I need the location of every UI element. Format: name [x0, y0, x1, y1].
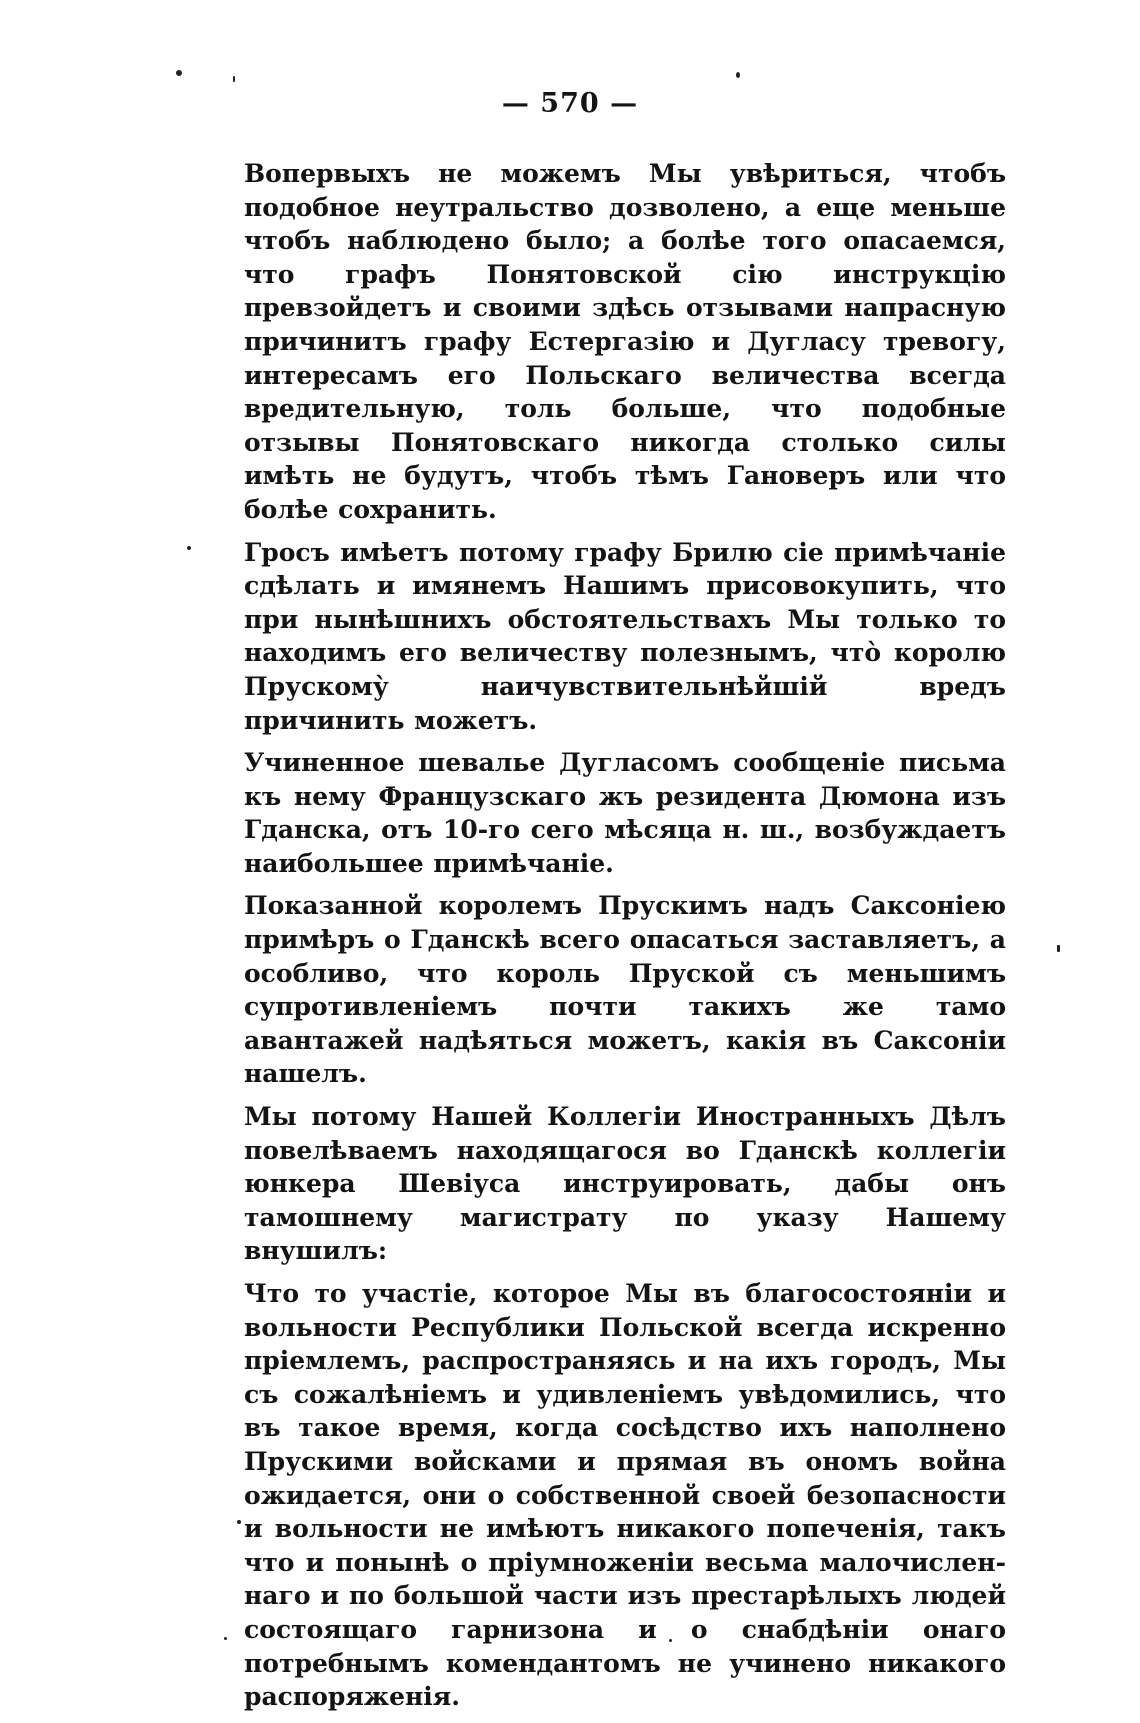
- scan-speck: [736, 72, 740, 78]
- page-number: — 570 —: [501, 88, 639, 119]
- scan-speck: [237, 1520, 241, 1524]
- body-text: [244, 157, 1006, 1723]
- paragraph-3: Учиненное шевалье Дугласомъ сообщеніе письма къ нему Французскаго жъ резидента Дюмона изъ Гданска, отъ 10-го сего мѣсяца н. ш., возбуждаетъ наибольшее примѣчаніе.: [244, 748, 1006, 878]
- paragraph-6: Что то участіе, которое Мы въ благосостояніи и вольности Республики Польской всегда искренно пріемлемъ, распространяясь и на ихъ городъ, Мы съ сожалѣніемъ и удивленіемъ увѣдомились, что въ такое время, когда сосѣдство ихъ наполнено Прускими войсками и прямая въ ономъ война ожидается, они о собственной своей безопасности и вольности не имѣютъ никакого попеченія, такъ что и понынѣ о пріумноженіи весьма малочисленнаго и по большой части изъ престарѣлыхъ людей состоящаго гарнизона и о снабдѣніи онаго потребнымъ комендантомъ не учинено никакого распоряженія.: [244, 1279, 1006, 1712]
- paragraph-2: Гросъ имѣетъ потому графу Брилю сіе примѣчаніе сдѣлать и имянемъ Нашимъ присовокупить, что при нынѣшнихъ обстоятельствахъ Мы только то находимъ его величеству полезнымъ, что̀ королю Прускому̀ наичувствительнѣйшій вредъ причинить можетъ.: [244, 537, 1006, 735]
- scan-speck: [233, 76, 235, 82]
- scan-speck: [1057, 945, 1060, 952]
- scan-speck: [187, 546, 191, 550]
- paragraph-1: Вопервыхъ не можемъ Мы увѣриться, чтобъ подобное неутральство дозволено, а еще меньше чтобъ наблюдено было; а болѣе того опасаемся, что графъ Понятовской сію инструкцію превзойдетъ и своими здѣсь отзывами напрасную причинитъ графу Естергазію и Дугласу тревогу, интересамъ его Польскаго величества всегда вредительную, толь больше, что подобные отзывы Понятовскаго никогда столько силы имѣть не будутъ, чтобъ тѣмъ Гановеръ или что болѣе сохранить.: [244, 159, 1006, 524]
- scan-speck: [176, 70, 182, 76]
- paragraph-4: Показанной королемъ Прускимъ надъ Саксоніею примѣръ о Гданскѣ всего опасаться заставляетъ, а особливо, что король Пруской съ меньшимъ супротивленіемъ почти такихъ же тамо авантажей надѣяться можетъ, какія въ Саксоніи нашелъ.: [244, 891, 1006, 1089]
- scan-speck: [224, 1637, 227, 1640]
- paragraph-5: Мы потому Нашей Коллегіи Иностранныхъ Дѣлъ повелѣваемъ находящагося во Гданскѣ коллегіи юнкера Шевіуса инструировать, дабы онъ тамошнему магистрату по указу Нашему внушилъ:: [244, 1102, 1006, 1266]
